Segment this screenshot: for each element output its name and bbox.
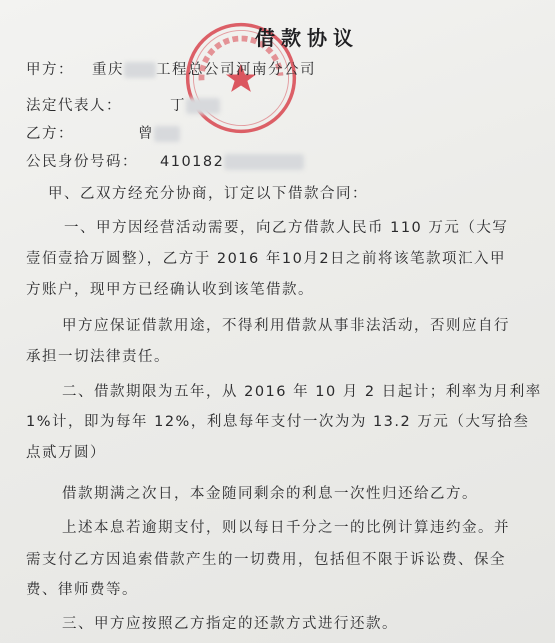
id-number-line xyxy=(26,150,304,171)
party-b-label: 乙方： xyxy=(26,126,74,142)
document-title: 借款协议 xyxy=(255,26,359,50)
redaction-blur xyxy=(154,126,180,142)
party-b-value: 曾 xyxy=(138,126,154,142)
clause-2-line-2: 1%计，即为每年 12%，利息每年支付一次为为 13.2 万元（大写拾叁 xyxy=(26,414,530,430)
clause-2c-line-1: 上述本息若逾期支付，则以每日千分之一的比例计算违约金。并 xyxy=(62,520,510,536)
redaction-blur xyxy=(124,62,156,78)
party-a-value-prefix: 重庆 xyxy=(92,62,124,78)
legal-rep-line xyxy=(26,94,220,115)
clause-2-line-1: 二、借款期限为五年，从 2016 年 10 月 2 日起计；利率为月利率 xyxy=(62,384,542,400)
party-b-line xyxy=(26,122,180,143)
party-a-label: 甲方： xyxy=(26,62,74,78)
clause-2c-line-2: 需支付乙方因追索借款产生的一切费用，包括但不限于诉讼费、保全 xyxy=(26,552,506,568)
id-number-value: 410182 xyxy=(160,154,225,170)
legal-rep-label: 法定代表人： xyxy=(26,98,122,114)
redaction-blur xyxy=(186,98,220,114)
clause-2b-line-1: 借款期满之次日，本金随同剩余的利息一次性归还给乙方。 xyxy=(62,486,478,502)
party-a-value-suffix: 工程总公司河南分公司 xyxy=(156,62,316,78)
intro-text: 甲、乙双方经充分协商，订定以下借款合同： xyxy=(48,186,368,202)
clause-2c-line-3: 费、律师费等。 xyxy=(26,582,138,598)
clause-1-line-2: 壹佰壹拾万圆整），乙方于 2016 年10月2日之前将该笔款项汇入甲 xyxy=(26,251,507,267)
clause-1b-line-1: 甲方应保证借款用途，不得利用借款从事非法活动，否则应自行 xyxy=(62,318,510,334)
clause-1-line-1: 一、甲方因经营活动需要，向乙方借款人民币 110 万元（大写 xyxy=(64,220,509,236)
redaction-blur xyxy=(224,154,304,170)
party-a-line xyxy=(26,58,316,79)
legal-rep-value: 丁 xyxy=(170,98,186,114)
id-number-label: 公民身份号码： xyxy=(26,154,138,170)
clause-2-line-3: 点贰万圆） xyxy=(26,445,106,461)
clause-1-line-3: 方账户，现甲方已经确认收到该笔借款。 xyxy=(26,282,314,298)
clause-1b-line-2: 承担一切法律责任。 xyxy=(26,349,170,365)
clause-3-line-1: 三、甲方应按照乙方指定的还款方式进行还款。 xyxy=(62,616,398,632)
